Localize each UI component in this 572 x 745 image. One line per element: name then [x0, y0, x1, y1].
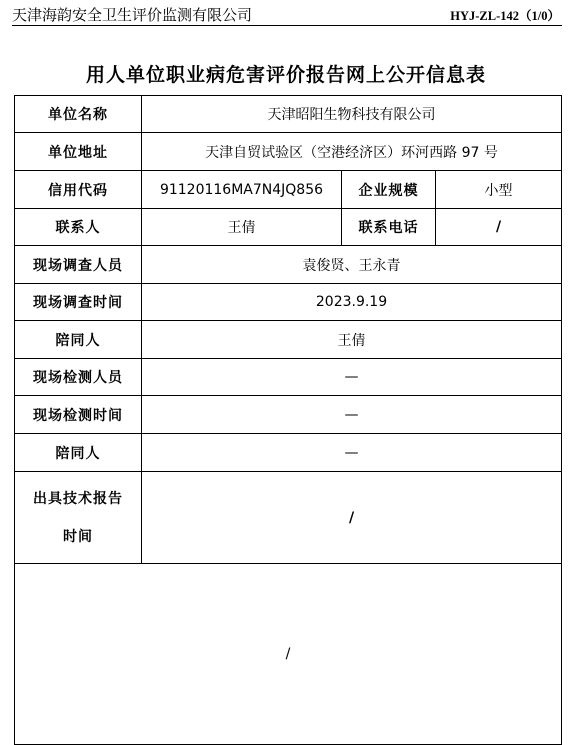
company-scale-value: 小型 — [436, 171, 562, 209]
table-row — [15, 434, 562, 472]
survey-staff-label: 现场调查人员 — [15, 246, 142, 284]
header-document-code: HYJ-ZL-142（1/0） — [450, 9, 560, 23]
test-staff-value: — — [142, 359, 562, 396]
report-time-label-line1: 出具技术报告 — [33, 490, 123, 507]
survey-time-value: 2023.9.19 — [142, 284, 562, 321]
credit-code-value: 91120116MA7N4JQ856 — [142, 171, 342, 209]
table-row — [15, 209, 562, 246]
contact-phone-value: / — [436, 209, 562, 246]
table-row — [15, 133, 562, 171]
contact-person-label: 联系人 — [15, 209, 142, 246]
page-title: 用人单位职业病危害评价报告网上公开信息表 — [85, 64, 486, 86]
table-row — [15, 396, 562, 434]
credit-code-label: 信用代码 — [15, 171, 142, 209]
test-time-label: 现场检测时间 — [15, 396, 142, 434]
table-row — [15, 246, 562, 284]
test-staff-label: 现场检测人员 — [15, 359, 142, 396]
info-table — [14, 95, 562, 745]
header-divider — [12, 25, 562, 26]
table-row — [15, 284, 562, 321]
table-row — [15, 564, 562, 745]
report-time-value: / — [142, 472, 562, 564]
contact-person-value: 王倩 — [142, 209, 342, 246]
unit-name-value: 天津昭阳生物科技有限公司 — [142, 96, 562, 133]
table-row — [15, 359, 562, 396]
company-scale-label: 企业规模 — [342, 171, 436, 209]
survey-staff-value: 袁俊贤、王永青 — [142, 246, 562, 284]
test-time-value: — — [142, 396, 562, 434]
report-time-label — [15, 472, 142, 564]
bottom-note: / — [15, 564, 562, 745]
survey-time-label: 现场调查时间 — [15, 284, 142, 321]
table-row — [15, 96, 562, 133]
survey-companion-value: 王倩 — [142, 321, 562, 359]
table-row — [15, 171, 562, 209]
report-time-label-line2: 时间 — [63, 528, 93, 545]
unit-address-label: 单位地址 — [15, 133, 142, 171]
unit-address-value: 天津自贸试验区（空港经济区）环河西路 97 号 — [142, 133, 562, 171]
table-row — [15, 472, 562, 564]
test-companion-label: 陪同人 — [15, 434, 142, 472]
table-row — [15, 321, 562, 359]
contact-phone-label: 联系电话 — [342, 209, 436, 246]
unit-name-label: 单位名称 — [15, 96, 142, 133]
header-company-name: 天津海韵安全卫生评价监测有限公司 — [12, 6, 253, 24]
test-companion-value: — — [142, 434, 562, 472]
survey-companion-label: 陪同人 — [15, 321, 142, 359]
